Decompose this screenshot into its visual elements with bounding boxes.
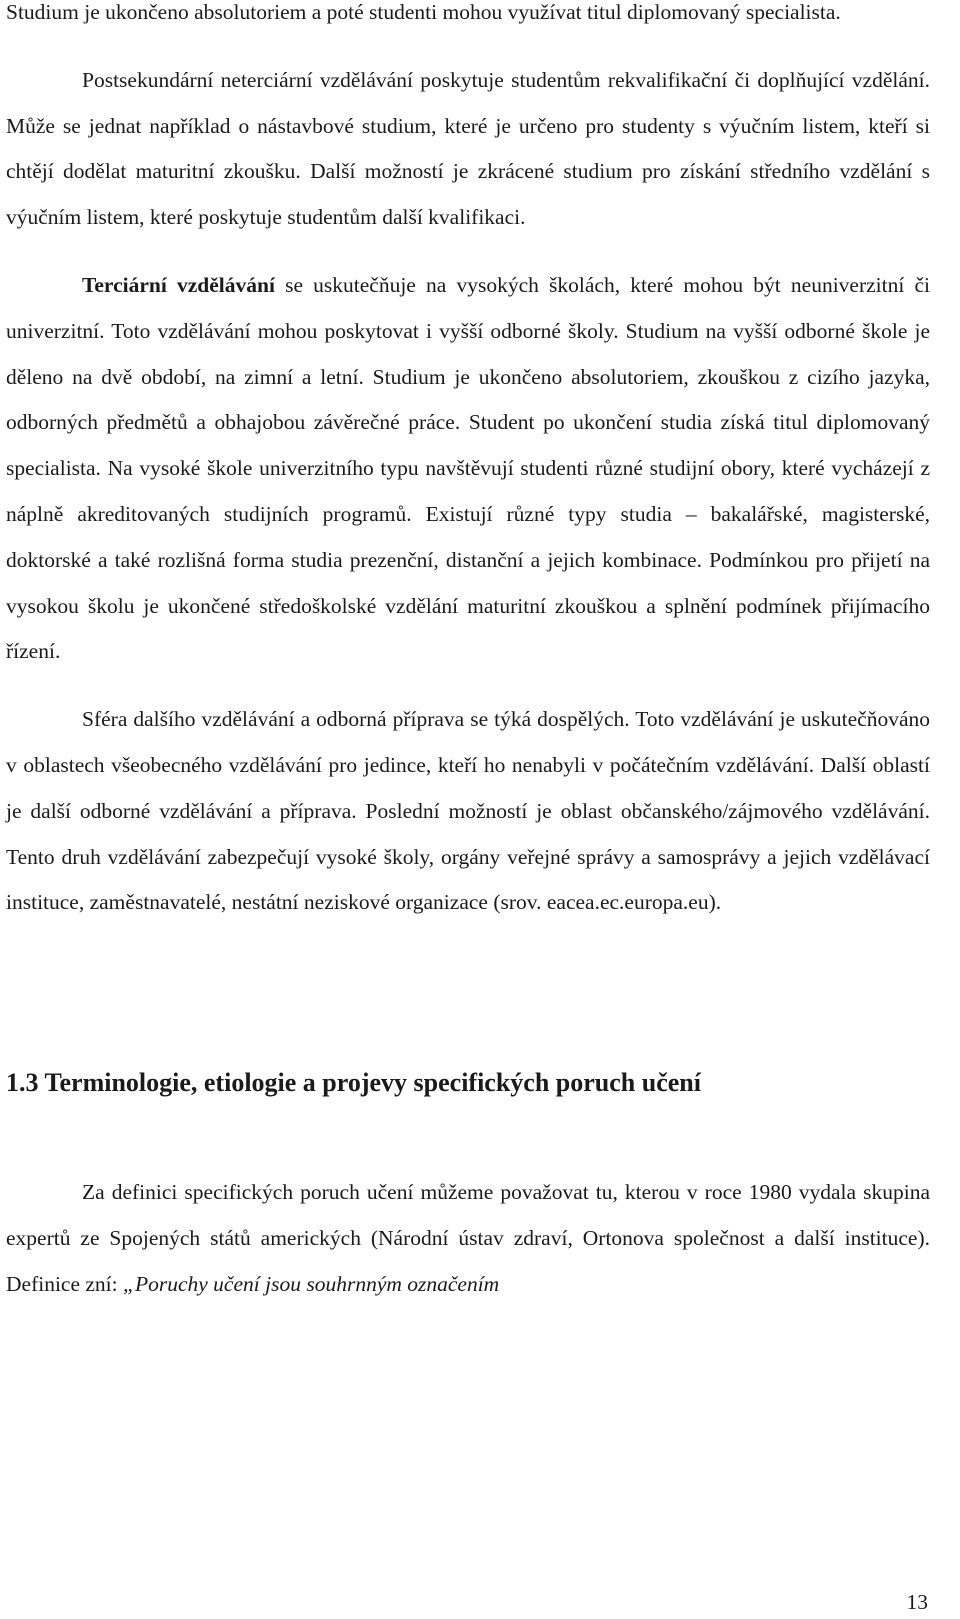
paragraph-postsekundarni: Postsekundární neterciární vzdělávání poskytuje studentům rekvalifikační či doplňující vzdělání. Může se jednat například o nástavbové studium, které je určeno pro studenty s výučním listem, kteří si chtějí dodělat maturitní zkoušku. Další možností je zkrácené studium pro získání středního vzdělání s výučním listem, které poskytuje studentům další kvalifikaci.	[6, 67, 930, 230]
page-number: 13	[906, 1590, 928, 1614]
paragraph-terciarni-text: se uskutečňuje na vysokých školách, které mohou být neuniverzitní či univerzitní. Toto vzdělávání mohou poskytovat i vyšší odborné školy. Studium na vyšší odborné škole je děleno na dvě období, na zimní a letní. Studium je ukončeno absolutoriem, zkouškou z cizího jazyka, odborných předmětů a obhajobou závěrečné práce. Student po ukončení studia získá titul diplomovaný specialista. Na vysoké škole univerzitního typu navštěvují studenti různé studijní obory, které vycházejí z náplně akreditovaných studijních programů. Existují různé typy studia – bakalářské, magisterské, doktorské a také rozlišná forma studia prezenční, distanční a jejich kombinace. Podmínkou pro přijetí na vysokou školu je ukončené středoškolské vzdělání maturitní zkouškou a splnění podmínek přijímacího řízení.	[6, 272, 931, 664]
section-heading: 1.3 Terminologie, etiologie a projevy specifických poruch učení	[6, 1068, 701, 1098]
definition-quote: „Poruchy učení jsou souhrnným označením	[123, 1271, 500, 1296]
paragraph-terciarni	[6, 263, 930, 675]
paragraph-definice-text: Za definici specifických poruch učení můžeme považovat tu, kterou v roce 1980 vydala skupina expertů ze Spojených států amerických (Národní ústav zdraví, Ortonova společnost a další instituce). Definice zní:	[6, 1180, 930, 1296]
document-page	[6, 0, 930, 1308]
paragraph-dalsi-vzdelavani: Sféra dalšího vzdělávání a odborná příprava se týká dospělých. Toto vzdělávání je uskutečňováno v oblastech všeobecného vzdělávání pro jedince, kteří ho nenabyli v počátečním vzdělávání. Další oblastí je další odborné vzdělávání a příprava. Poslední možností je oblast občanského/zájmového vzdělávání. Tento druh vzdělávání zabezpečují vysoké školy, orgány veřejné správy a samosprávy a jejich vzdělávací instituce, zaměstnavatelé, nestátní neziskové organizace (srov. eacea.ec.europa.eu).	[6, 707, 930, 915]
paragraph-diplomovany-specialista: Studium je ukončeno absolutoriem a poté studenti mohou využívat titul diplomovaný specialista.	[6, 0, 841, 24]
section-heading-block	[6, 1066, 930, 1100]
paragraph-definice	[6, 1170, 930, 1307]
term-terciarni-vzdelavani: Terciární vzdělávání	[82, 272, 275, 297]
